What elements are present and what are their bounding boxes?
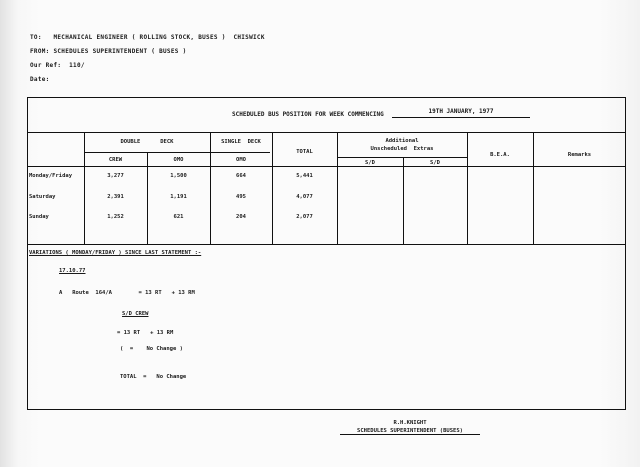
col-header-bea: B.E.A. bbox=[490, 152, 510, 158]
table-header-rule bbox=[27, 166, 626, 167]
row-total: 2,077 bbox=[296, 214, 313, 220]
memo-ref: Our Ref: 110/ bbox=[30, 62, 85, 69]
signature-name: R.H.KNIGHT bbox=[393, 420, 427, 426]
row-single: 664 bbox=[236, 173, 246, 179]
row-total: 4,077 bbox=[296, 194, 313, 200]
sub-header-sd-1: S/D bbox=[365, 160, 375, 166]
row-omo: 1,191 bbox=[170, 194, 187, 200]
row-single: 495 bbox=[236, 194, 246, 200]
variations-heading: VARIATIONS ( MONDAY/FRIDAY ) SINCE LAST STATEMENT :- bbox=[29, 250, 202, 256]
memo-from: FROM: SCHEDULES SUPERINTENDENT ( BUSES ) bbox=[30, 48, 187, 55]
memo-date: Date: bbox=[30, 76, 50, 83]
variations-sd-line: = 13 RT + 13 RM bbox=[117, 330, 174, 336]
col-header-remarks: Remarks bbox=[567, 152, 592, 158]
variations-total: TOTAL = No Change bbox=[120, 374, 187, 380]
col-rule-6 bbox=[403, 157, 404, 244]
col-rule-1 bbox=[84, 132, 85, 244]
col-header-total: TOTAL bbox=[296, 149, 313, 155]
row-crew: 1,252 bbox=[107, 214, 124, 220]
row-crew: 3,277 bbox=[107, 173, 124, 179]
row-day: Sunday bbox=[29, 214, 49, 220]
row-crew: 2,391 bbox=[107, 194, 124, 200]
signature-title: SCHEDULES SUPERINTENDENT (BUSES) bbox=[340, 428, 480, 435]
variations-sd-crew: S/D CREW bbox=[122, 311, 149, 317]
variations-date: 17.10.77 bbox=[59, 268, 86, 274]
col-rule-3 bbox=[210, 132, 211, 244]
variations-no-change: ( = No Change ) bbox=[120, 346, 183, 352]
table-top-rule bbox=[27, 132, 626, 133]
schedule-week: 19TH JANUARY, 1977 bbox=[392, 108, 530, 118]
sub-header-crew: CREW bbox=[108, 157, 123, 163]
col-header-additional: Additional bbox=[385, 138, 419, 144]
col-rule-7 bbox=[467, 132, 468, 244]
row-single: 204 bbox=[236, 214, 246, 220]
row-day: Saturday bbox=[29, 194, 56, 200]
sub-header-sd-2: S/D bbox=[430, 160, 440, 166]
schedule-title: SCHEDULED BUS POSITION FOR WEEK COMMENCING bbox=[232, 111, 384, 118]
row-omo: 1,500 bbox=[170, 173, 187, 179]
col-rule-8 bbox=[533, 132, 534, 244]
row-total: 5,441 bbox=[296, 173, 313, 179]
table-sub-rule-deck bbox=[84, 152, 270, 153]
col-header-unscheduled: Unscheduled Extras bbox=[370, 146, 434, 152]
memo-to: TO: MECHANICAL ENGINEER ( ROLLING STOCK, BUSES ) CHISWICK bbox=[30, 34, 265, 41]
col-header-single-deck: SINGLE DECK bbox=[221, 139, 261, 145]
col-header-double-deck: DOUBLE DECK bbox=[120, 139, 174, 145]
row-day: Monday/Friday bbox=[29, 173, 73, 179]
row-omo: 621 bbox=[173, 214, 184, 220]
sub-header-omo-single: OMO bbox=[236, 157, 246, 163]
table-sub-rule-extras bbox=[337, 157, 467, 158]
variations-route: A Route 164/A = 13 RT + 13 RM bbox=[59, 290, 195, 296]
table-bottom-rule bbox=[27, 244, 626, 245]
sub-header-omo-double: OMO bbox=[173, 157, 184, 163]
